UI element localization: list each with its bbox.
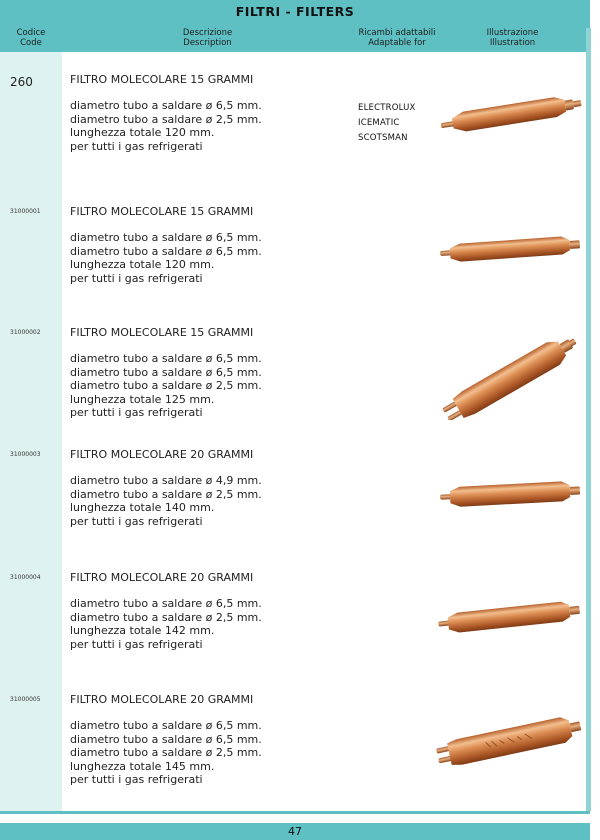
product-code: 31000001 — [10, 208, 41, 215]
product-code: 31000003 — [10, 451, 41, 458]
spec-line: diametro tubo a saldare ø 2,5 mm. — [70, 487, 262, 501]
spec-line: per tutti i gas refrigerati — [70, 139, 203, 153]
spec-line: per tutti i gas refrigerati — [70, 514, 203, 528]
brand-icematic: ICEMATIC — [358, 118, 400, 128]
adaptable-brands — [358, 101, 416, 146]
spec-line: diametro tubo a saldare ø 2,5 mm. — [70, 379, 262, 393]
spec-line: per tutti i gas refrigerati — [70, 271, 203, 285]
spec-line: per tutti i gas refrigerati — [70, 773, 203, 787]
product-code: 31000004 — [10, 574, 41, 581]
filter-drier-illustration — [436, 713, 586, 769]
spec-line: diametro tubo a saldare ø 2,5 mm. — [70, 610, 262, 624]
product-title: FILTRO MOLECOLARE 20 GRAMMI — [70, 693, 254, 706]
spec-line: lunghezza totale 125 mm. — [70, 392, 215, 406]
brand-scotsman: SCOTSMAN — [358, 133, 408, 143]
spec-line: diametro tubo a saldare ø 6,5 mm. — [70, 99, 262, 112]
product-specs — [70, 474, 262, 528]
spec-line: diametro tubo a saldare ø 6,5 mm. — [70, 719, 262, 732]
spec-line: diametro tubo a saldare ø 2,5 mm. — [70, 746, 262, 760]
column-header-code: Codice Code — [16, 28, 46, 48]
filter-drier-illustration — [436, 595, 586, 639]
product-specs — [70, 597, 262, 651]
product-code: 260 — [10, 75, 33, 89]
spec-line: diametro tubo a saldare ø 6,5 mm. — [70, 365, 262, 379]
product-title: FILTRO MOLECOLARE 15 GRAMMI — [70, 205, 254, 218]
page-number: 47 — [288, 825, 302, 838]
filter-drier-illustration — [438, 474, 586, 514]
product-title: FILTRO MOLECOLARE 20 GRAMMI — [70, 448, 254, 461]
spec-line: lunghezza totale 140 mm. — [70, 501, 215, 515]
spec-line: diametro tubo a saldare ø 6,5 mm. — [70, 244, 262, 258]
spec-line: lunghezza totale 142 mm. — [70, 624, 215, 638]
spec-line: lunghezza totale 120 mm. — [70, 258, 215, 272]
spec-line: diametro tubo a saldare ø 6,5 mm. — [70, 231, 262, 244]
spec-line: per tutti i gas refrigerati — [70, 406, 203, 420]
column-header-adaptable: Ricambi adattabili Adaptable for — [358, 28, 436, 48]
column-header-description: Descrizione Description — [182, 28, 233, 48]
spec-line: diametro tubo a saldare ø 6,5 mm. — [70, 352, 262, 365]
footer-bar — [0, 823, 590, 840]
column-header-illustration: Illustrazione Illustration — [486, 28, 539, 48]
filter-drier-illustration — [438, 91, 586, 137]
right-border-strip — [586, 28, 591, 811]
product-specs — [70, 719, 262, 787]
spec-line: diametro tubo a saldare ø 6,5 mm. — [70, 597, 262, 610]
spec-line: diametro tubo a saldare ø 6,5 mm. — [70, 732, 262, 746]
product-specs — [70, 352, 262, 420]
spec-line: diametro tubo a saldare ø 2,5 mm. — [70, 112, 262, 126]
product-code: 31000002 — [10, 329, 41, 336]
product-title: FILTRO MOLECOLARE 20 GRAMMI — [70, 571, 254, 584]
spec-line: diametro tubo a saldare ø 4,9 mm. — [70, 474, 262, 487]
filter-drier-illustration — [438, 229, 586, 269]
filter-drier-illustration — [436, 336, 586, 420]
product-specs — [70, 231, 262, 285]
product-title: FILTRO MOLECOLARE 15 GRAMMI — [70, 326, 254, 339]
page-title: FILTRI - FILTERS — [235, 4, 355, 19]
bottom-divider — [0, 811, 590, 814]
spec-line: lunghezza totale 120 mm. — [70, 126, 215, 140]
product-title: FILTRO MOLECOLARE 15 GRAMMI — [70, 73, 254, 86]
brand-electrolux: ELECTROLUX — [358, 103, 416, 113]
spec-line: per tutti i gas refrigerati — [70, 637, 203, 651]
product-specs — [70, 99, 262, 153]
product-code: 31000005 — [10, 696, 41, 703]
spec-line: lunghezza totale 145 mm. — [70, 759, 215, 773]
